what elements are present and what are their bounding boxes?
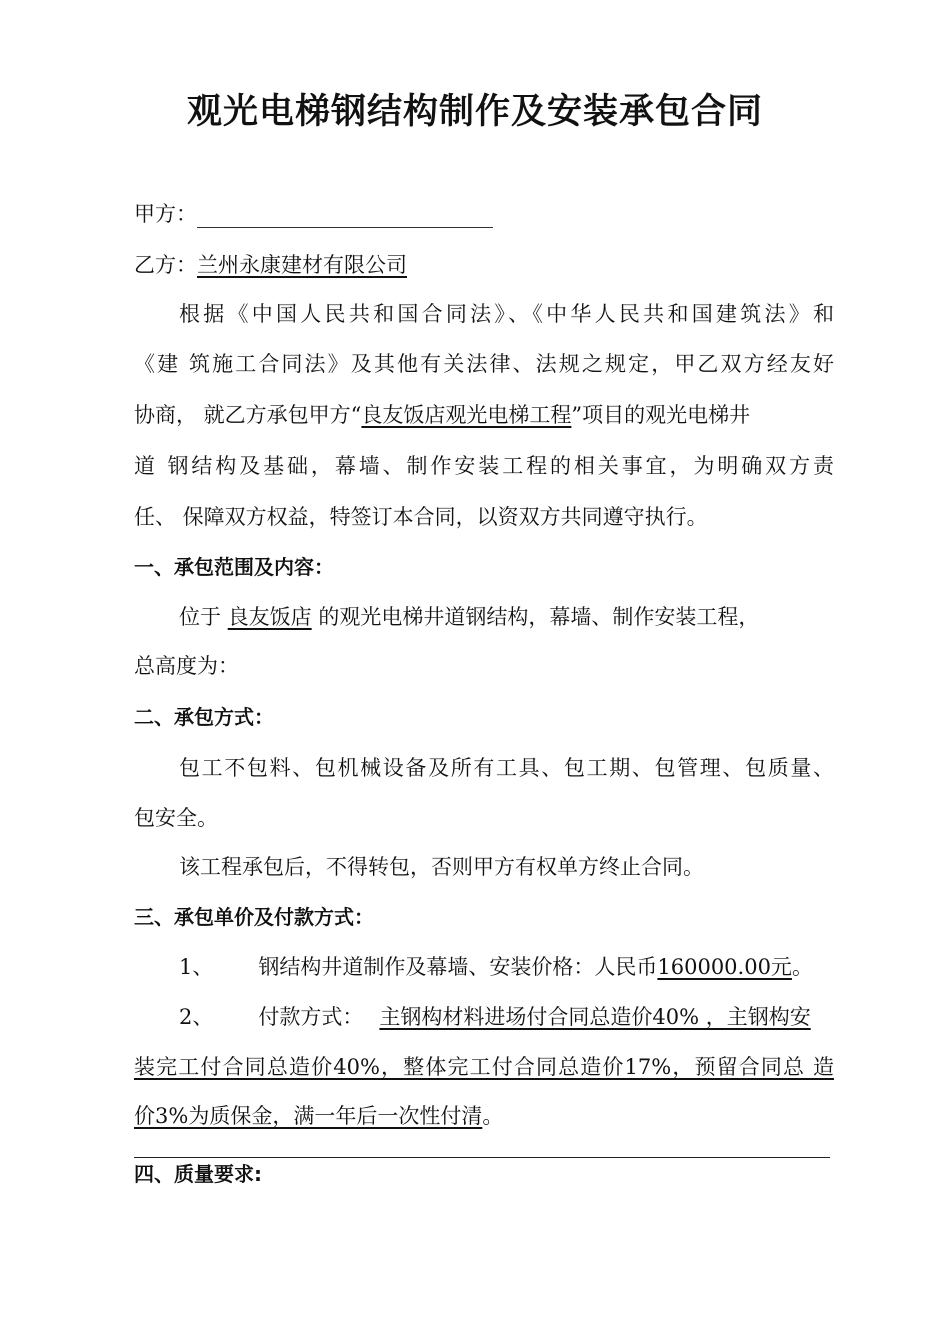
preamble-line-3-start: 协商， 就乙方承包甲方“: [134, 403, 362, 427]
section-2-line-3: 该工程承包后，不得转包，否则甲方有权单方终止合同。: [179, 855, 704, 879]
item-2-number: 2、: [179, 1005, 214, 1029]
section-2-line-1: 包工不包料、包机械设备及所有工具、包工期、包管理、包质量、: [179, 756, 834, 780]
section-3-heading: 三、承包单价及付款方式：: [134, 905, 374, 929]
preamble-line-4: 道 钢结构及基础，幕墙、制作安装工程的相关事宜，为明确双方责: [134, 454, 834, 478]
preamble-line-3-end: ”项目的观光电梯井: [571, 403, 751, 427]
item-1-end: 。: [791, 955, 813, 979]
item-2-label: 付款方式：: [258, 1005, 364, 1029]
section-3-item-1: [179, 953, 834, 981]
section-3-item-2: [179, 1003, 834, 1031]
item-1-number: 1、: [179, 955, 214, 979]
project-name: 良友饭店观光电梯工程: [361, 403, 572, 427]
party-b-name: 兰州永康建材有限公司: [197, 253, 407, 277]
item-2-end: 。: [482, 1104, 504, 1128]
payment-terms-2: 装完工付合同总造价40%，整体完工付合同总造价17%，预留合同总 造: [134, 1055, 834, 1079]
party-a-blank-field: [197, 203, 493, 228]
payment-terms-3: 价3%为质保金，满一年后一次性付清: [134, 1104, 483, 1128]
party-a-label: 甲方：: [134, 202, 197, 226]
section-4-heading: 四、质量要求:: [134, 1162, 262, 1186]
item-1-text: 钢结构井道制作及幕墙、安装价格：人民币: [258, 955, 658, 979]
location-name: 良友饭店: [227, 605, 312, 629]
section-1-line-1: [179, 603, 834, 631]
section-1-suffix: 的观光电梯井道钢结构，幕墙、制作安装工程，: [311, 605, 760, 629]
section-1-line-2: 总高度为：: [134, 654, 239, 678]
divider-line: [134, 1157, 830, 1158]
section-2-heading: 二、承包方式：: [134, 705, 274, 729]
section-2-line-2: 包安全。: [134, 806, 218, 830]
preamble-line-1: 根据《中国人民共和国合同法》、《中华人民共和国建筑法》和: [179, 302, 834, 326]
preamble-line-3: [134, 401, 834, 429]
section-3-item-2-last: [134, 1102, 834, 1130]
contract-price: 160000.00元: [657, 955, 792, 979]
preamble-line-2: 《建 筑施工合同法》及其他有关法律、法规之规定，甲乙双方经友好: [134, 352, 834, 376]
payment-terms-1: 主钢构材料进场付合同总造价40% ，主钢构安: [379, 1005, 811, 1029]
party-b-line: [134, 251, 834, 279]
party-a-line: [134, 200, 834, 228]
section-1-heading: 一、承包范围及内容：: [134, 555, 334, 579]
section-1-prefix: 位于: [179, 605, 228, 629]
document-title: 观光电梯钢结构制作及安装承包合同: [186, 92, 763, 132]
preamble-line-5: 任、 保障双方权益，特签订本合同，以资双方共同遵守执行。: [134, 505, 708, 529]
party-b-label: 乙方：: [134, 253, 197, 277]
